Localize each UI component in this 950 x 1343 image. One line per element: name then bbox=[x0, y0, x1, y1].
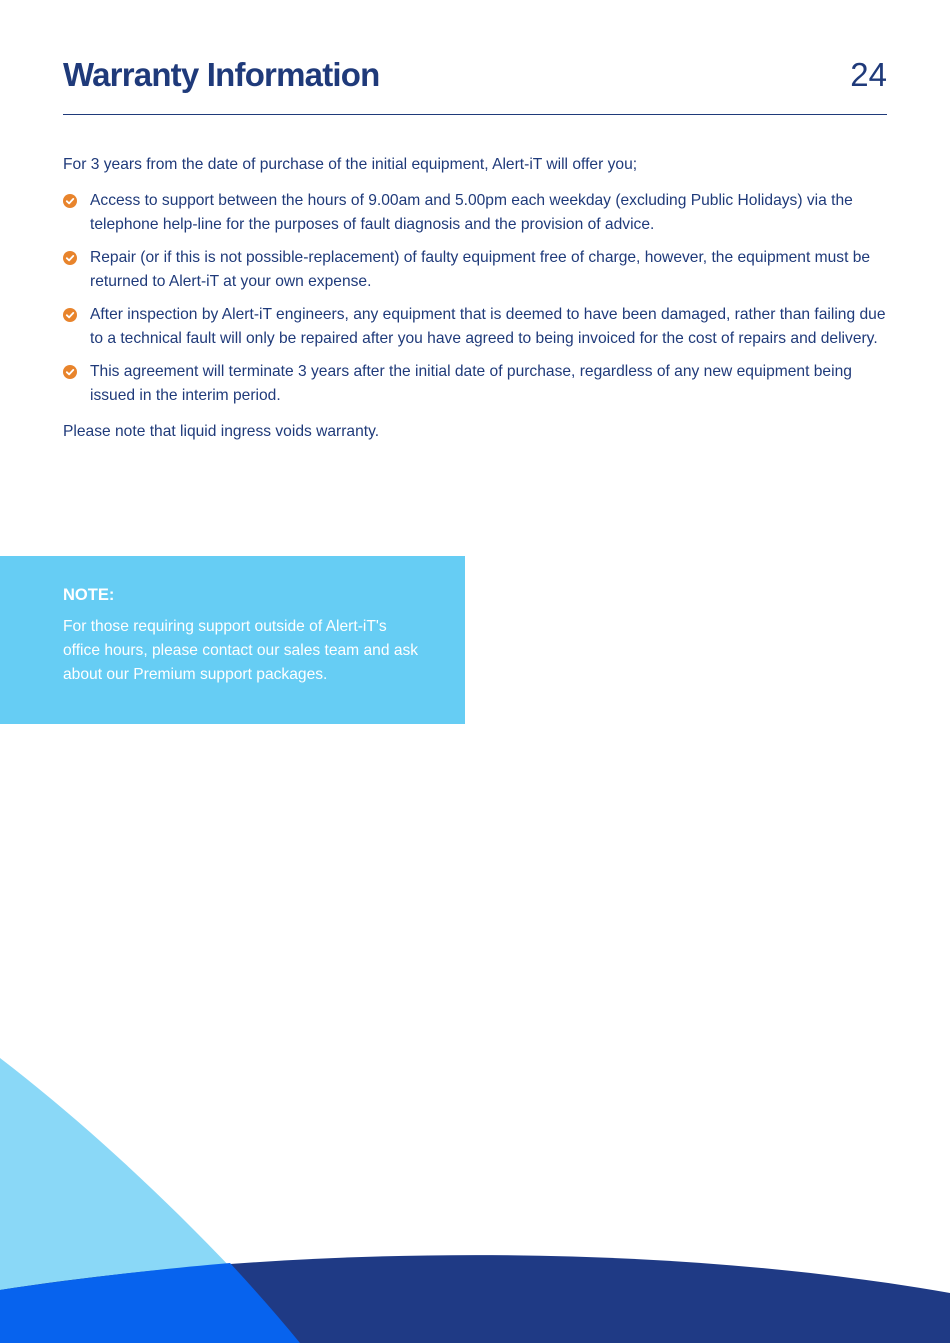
note-callout bbox=[0, 556, 465, 724]
check-circle-icon bbox=[63, 251, 77, 265]
list-item-text: After inspection by Alert-iT engineers, any equipment that is deemed to have been damaged, rather than failing due to a technical fault will only be repaired after you have agreed to being invoiced for the cost of repairs and delivery. bbox=[90, 306, 886, 347]
page-number: 24 bbox=[850, 56, 887, 93]
list-item bbox=[63, 303, 887, 351]
page-title: Warranty Information bbox=[63, 56, 380, 93]
check-circle-icon bbox=[63, 365, 77, 379]
list-item-text: Access to support between the hours of 9.00am and 5.00pm each weekday (excluding Public Holidays) via the telephone help-line for the purposes of fault diagnosis and the provision of advice. bbox=[90, 192, 853, 233]
list-item-text: This agreement will terminate 3 years after the initial date of purchase, regardless of any new equipment being issued in the interim period. bbox=[90, 363, 852, 404]
list-item bbox=[63, 189, 887, 237]
warranty-terms-list bbox=[63, 189, 887, 408]
page-header bbox=[63, 52, 887, 115]
liquid-ingress-note: Please note that liquid ingress voids warranty. bbox=[63, 423, 380, 440]
check-circle-icon bbox=[63, 194, 77, 208]
list-item-text: Repair (or if this is not possible-replacement) of faulty equipment free of charge, however, the equipment must be returned to Alert-iT at your own expense. bbox=[90, 249, 871, 290]
warranty-body bbox=[63, 153, 887, 444]
list-item bbox=[63, 246, 887, 294]
intro-paragraph: For 3 years from the date of purchase of the initial equipment, Alert-iT will offer you; bbox=[63, 156, 638, 173]
check-circle-icon bbox=[63, 308, 77, 322]
note-heading: NOTE: bbox=[63, 586, 115, 604]
note-text: For those requiring support outside of Alert-iT's office hours, please contact our sales team and ask about our Premium support packages. bbox=[63, 618, 419, 683]
list-item bbox=[63, 360, 887, 408]
wave-decoration bbox=[0, 1040, 950, 1343]
